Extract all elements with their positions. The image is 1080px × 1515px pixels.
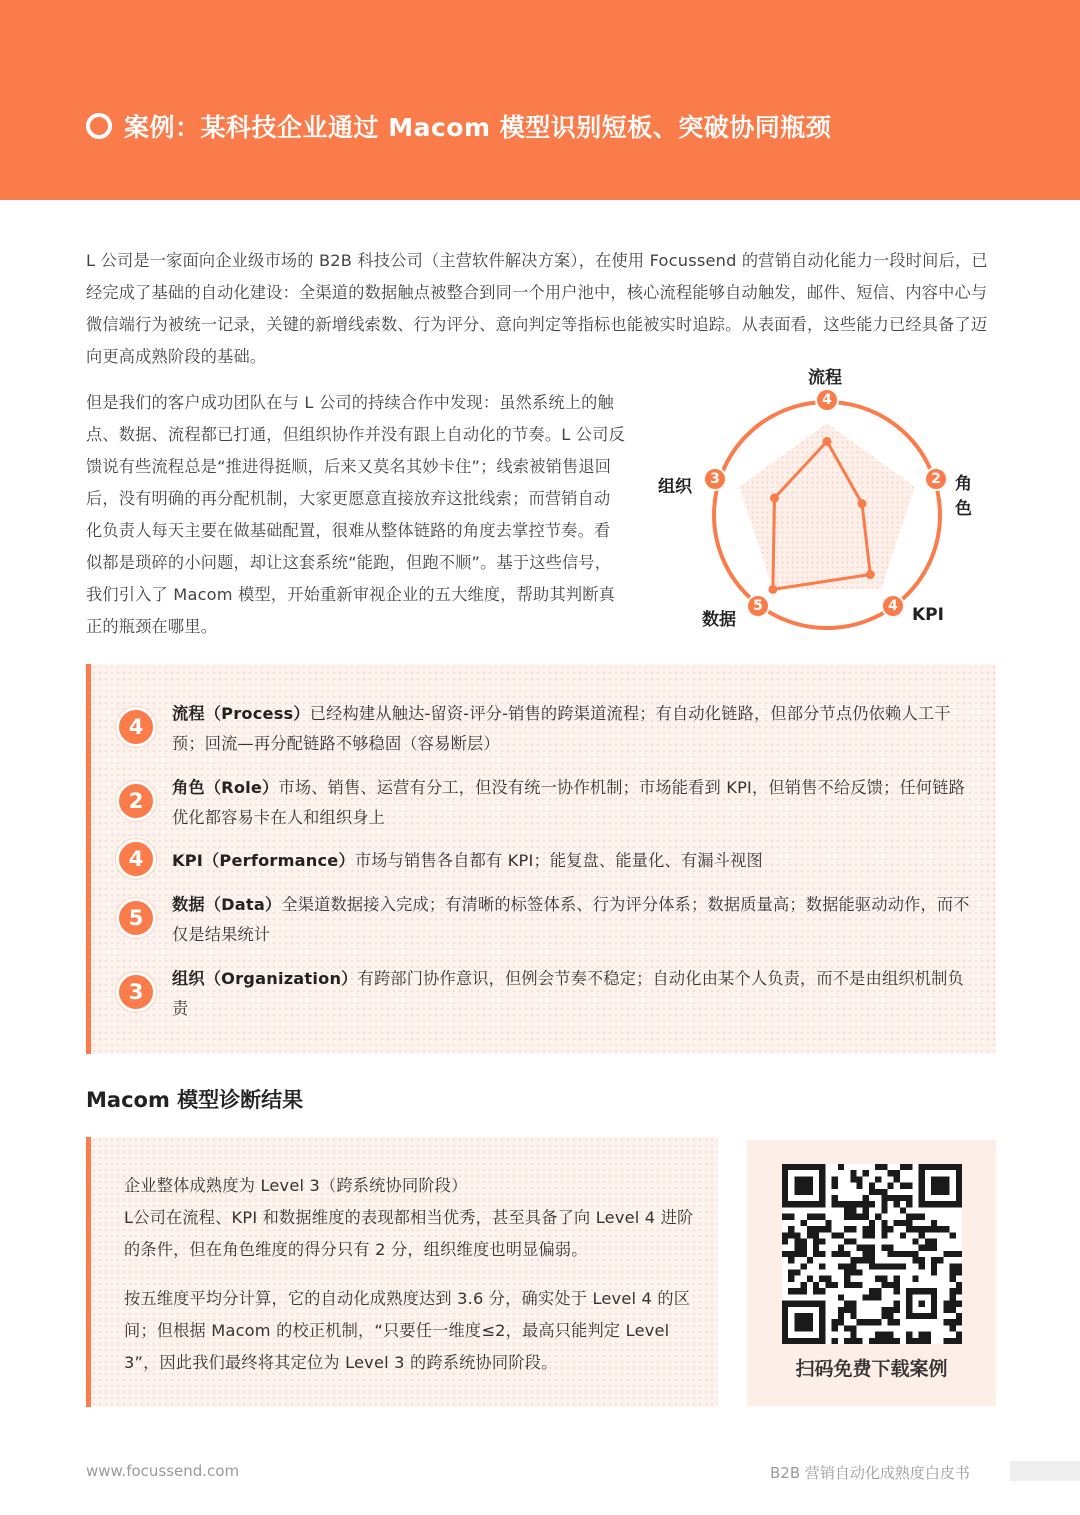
dimension-score-badge: 3 <box>116 972 156 1012</box>
radar-label-process: 流程 <box>808 368 842 388</box>
radar-chart <box>650 355 980 645</box>
dimension-text <box>172 699 977 759</box>
dimension-score-badge: 4 <box>116 707 156 747</box>
dimension-description: 市场与销售各自都有 KPI；能复盘、能量化、有漏斗视图 <box>354 851 763 870</box>
footer-doc-title: B2B 营销自动化成熟度白皮书 <box>770 1464 970 1482</box>
dimension-score-badge: 5 <box>116 898 156 938</box>
radar-background-pentagon <box>740 423 915 589</box>
radar-label-data: 数据 <box>702 610 736 630</box>
dimension-name: 组织（Organization） <box>172 969 358 988</box>
radar-data-point <box>823 437 832 446</box>
dimension-description: 全渠道数据接入完成；有清晰的标签体系、行为评分体系；数据质量高；数据能驱动动作，而不仅是结果统计 <box>172 895 970 944</box>
radar-score-role: 2 <box>924 467 948 491</box>
dimension-score-badge: 2 <box>116 781 156 821</box>
radar-score-org: 3 <box>703 467 727 491</box>
dimension-text <box>172 846 977 876</box>
dimension-description: 市场、销售、运营有分工，但没有统一协作机制；市场能看到 KPI，但销售不给反馈；任何链路优化都容易卡在人和组织身上 <box>172 778 966 827</box>
radar-data-point <box>866 570 875 579</box>
dimension-panel <box>86 664 996 1054</box>
dimension-description: 已经构建从触达-留资-评分-销售的跨渠道流程；有自动化链路，但部分节点仍依赖人工干预；回流—再分配链路不够稳固（容易断层） <box>172 704 951 753</box>
dimension-name: KPI（Performance） <box>172 851 355 870</box>
dimension-score-badge: 4 <box>116 839 156 879</box>
footer-url[interactable]: www.focussend.com <box>86 1462 240 1480</box>
radar-score-data: 5 <box>746 594 770 618</box>
diagnosis-detail: L公司在流程、KPI 和数据维度的表现都相当优秀，甚至具备了向 Level 4 进阶的条件，但在角色维度的得分只有 2 分，组织维度也明显偏弱。 <box>124 1208 694 1259</box>
radar-data-point <box>768 585 777 594</box>
radar-label-org: 组织 <box>658 477 692 497</box>
dimension-name: 数据（Data） <box>172 895 282 914</box>
context-paragraph: 但是我们的客户成功团队在与 L 公司的持续合作中发现：虽然系统上的触点、数据、流程都已打通，但组织协作并没有跟上自动化的节奏。L 公司反馈说有些流程总是“推进得挺顺，后来又莫名其妙卡住”；线索被销售退回后，没有明确的再分配机制，大家更愿意直接放弃这批线索；而营销自动化负责人每天主要在做基础配置，很难从整体链路的角度去掌控节奏。看似都是琐碎的小问题，却让这套系统“能跑，但跑不顺”。基于这些信号，我们引入了 Macom 模型，开始重新审视企业的五大维度，帮助其判断真正的瓶颈在哪里。 <box>86 393 625 636</box>
dimension-description: 有跨部门协作意识，但例会节奏不稳定；自动化由某个人负责，而不是由组织机制负责 <box>172 969 964 1018</box>
radar-data-point <box>857 499 866 508</box>
ring-icon <box>86 113 112 139</box>
diagnosis-panel <box>86 1137 718 1407</box>
diagnosis-calibration: 按五维度平均分计算，它的自动化成熟度达到 3.6 分，确实处于 Level 4 的区间；但根据 Macom 的校正机制，“只要任一维度≤2，最高只能判定 Level 3”，因此我们最终将其定位为 Level 3 的跨系统协同阶段。 <box>124 1289 691 1372</box>
footer-bar <box>1010 1461 1080 1481</box>
dimension-text <box>172 890 977 950</box>
intro-paragraph: L 公司是一家面向企业级市场的 B2B 科技公司（主营软件解决方案），在使用 Focussend 的营销自动化能力一段时间后，已经完成了基础的自动化建设：全渠道的数据触点被整合到同一个用户池中，核心流程能够自动触发，邮件、短信、内容中心与微信端行为被统一记录，关键的新增线索数、行为评分、意向判定等指标也能被实时追踪。从表面看，这些能力已经具备了迈向更高成熟阶段的基础。 <box>86 251 988 366</box>
radar-score-kpi: 4 <box>881 594 905 618</box>
page-title-text: 案例：某科技企业通过 Macom 模型识别短板、突破协同瓶颈 <box>124 113 832 142</box>
radar-label-kpi: KPI <box>912 605 944 625</box>
page-title <box>86 106 831 146</box>
qr-caption: 扫码免费下载案例 <box>795 1358 948 1380</box>
qr-code-icon[interactable] <box>782 1164 962 1344</box>
diagnosis-level: 企业整体成熟度为 Level 3（跨系统协同阶段） <box>124 1176 468 1195</box>
dimension-text <box>172 964 977 1024</box>
radar-score-process: 4 <box>815 388 839 412</box>
dimension-text <box>172 773 977 833</box>
dimension-name: 流程（Process） <box>172 704 310 723</box>
section-title: Macom 模型诊断结果 <box>86 1088 304 1112</box>
radar-label-role: 角色 <box>955 474 972 519</box>
radar-data-point <box>770 493 779 502</box>
dimension-name: 角色（Role） <box>172 778 279 797</box>
qr-panel[interactable] <box>747 1140 996 1406</box>
header-band <box>0 0 1080 200</box>
